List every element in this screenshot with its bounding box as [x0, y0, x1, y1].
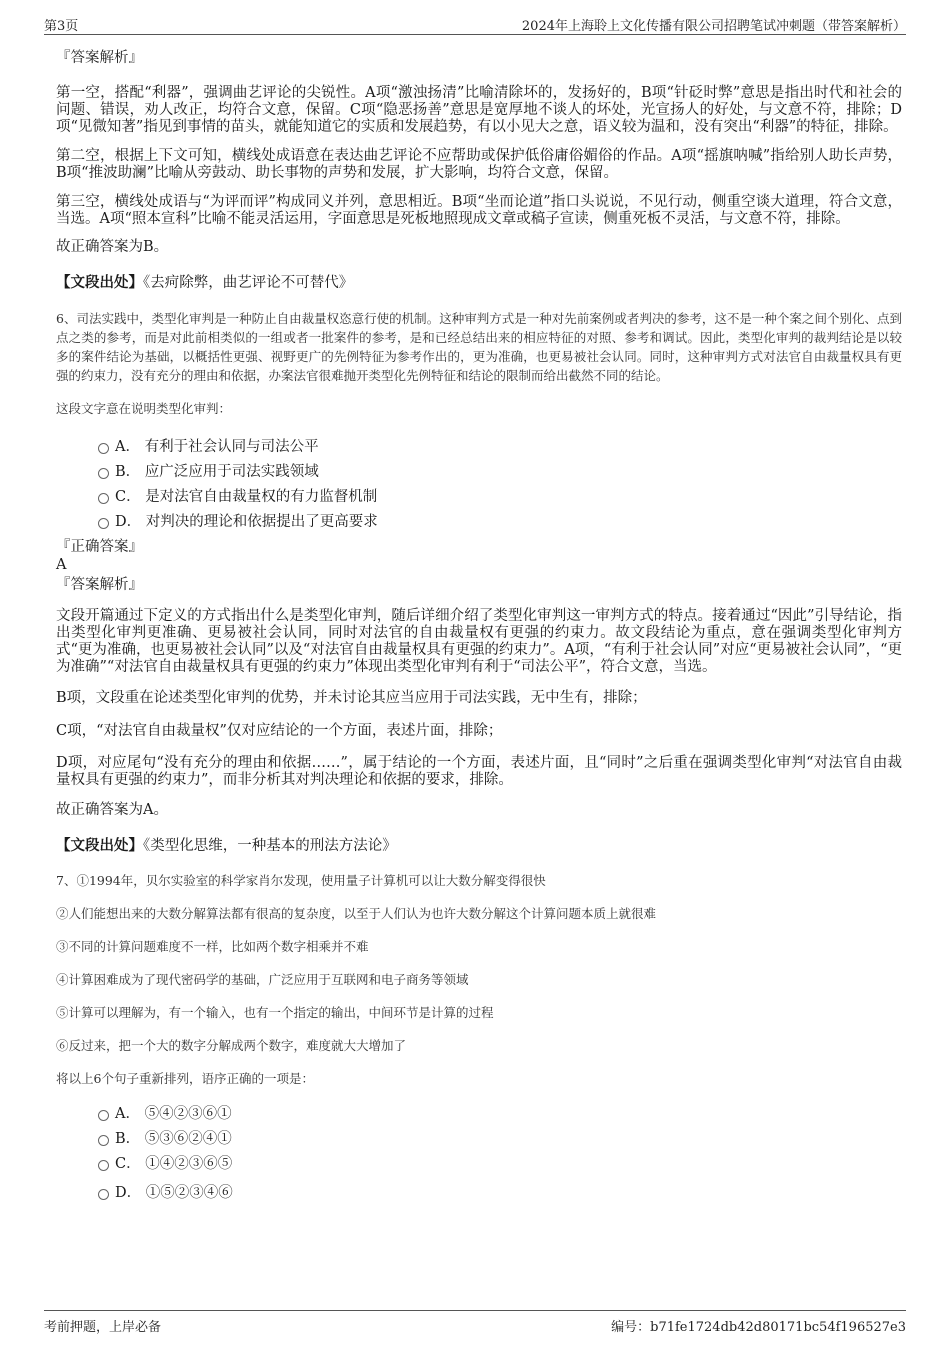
- page-footer: [44, 1310, 906, 1335]
- source-text: 《去疴除弊，曲艺评论不可替代》: [143, 275, 354, 291]
- question-7-sentence: ④计算困难成为了现代密码学的基础，广泛应用于互联网和电子商务等领域: [56, 972, 469, 987]
- option-a[interactable]: A． 有利于社会认同与司法公平: [56, 435, 902, 460]
- radio-button[interactable]: [98, 1135, 109, 1146]
- source-line: [56, 837, 902, 855]
- analysis-paragraph: 第三空，横线处成语与“为评而评”构成同义并列，意思相近。B项“坐而论道”指口头说说，不见行动，侧重空谈大道理，符合文意，当选。A项“照本宣科”比喻不能灵活运用，字面意思是死板地照现成文章或稿子宣读，侧重死板不灵活，与文意不符，排除。: [56, 194, 902, 227]
- source-label: 【文段出处】: [56, 274, 143, 291]
- option-b[interactable]: B． 应广泛应用于司法实践领域: [56, 460, 902, 485]
- source-label: 【文段出处】: [56, 837, 143, 854]
- analysis-conclusion: 故正确答案为B。: [56, 239, 169, 255]
- analysis-paragraph: D项，对应尾句“没有充分的理由和依据……”，属于结论的一个方面，表述片面，且“同时”之后重在强调类型化审判“对法官自由裁量权具有更强的约束力”，而非分析其对判决理论和依据的要求，排除。: [56, 755, 902, 788]
- option-c[interactable]: C． 是对法官自由裁量权的有力监督机制: [56, 485, 902, 510]
- radio-button[interactable]: [98, 1189, 109, 1200]
- option-d[interactable]: D． 对判决的理论和依据提出了更高要求: [56, 510, 902, 535]
- footer-slogan: 考前押题，上岸必备: [44, 1320, 162, 1335]
- analysis-conclusion: 故正确答案为A。: [56, 802, 168, 818]
- radio-button[interactable]: [98, 443, 109, 454]
- option-b[interactable]: B． ⑤③⑥②④①: [56, 1127, 902, 1152]
- question-6-stem: 6、司法实践中，类型化审判是一种防止自由裁量权恣意行使的机制。这种审判方式是一种对先前案例或者判决的参考，这不是一种个案之间个别化、点到点之类的参考，而是对此前相类似的一组或者一批案件的参考，是和已经总结出来的相应特征的对照、参考和调试。因此，类型化审判的裁判结论是以较多的案件结论为基础，以概括性更强、视野更广的先例特征为参考作出的，更为准确，也更易被社会认同。同时，这种审判方式对法官自由裁量权具有更强的约束力，没有充分的理由和依据，办案法官很难抛开类型化先例特征和结论的限制而给出截然不同的结论。: [56, 311, 902, 383]
- source-line: [56, 274, 902, 292]
- analysis-paragraph: 第二空，根据上下文可知，横线处成语意在表达曲艺评论不应帮助或保护低俗庸俗媚俗的作品。A项“摇旗呐喊”指给别人助长声势，B项“推波助澜”比喻从旁鼓动、助长事物的声势和发展，扩大影响，均符合文意，保留。: [56, 148, 902, 181]
- radio-button[interactable]: [98, 518, 109, 529]
- analysis-paragraph: 第一空，搭配“利器”，强调曲艺评论的尖锐性。A项“激浊扬清”比喻清除坏的，发扬好的，B项“针砭时弊”意思是指出时代和社会的问题、错误，劝人改正，均符合文意，保留。C项“隐恶扬善”意思是宽厚地不谈人的坏处，光宣扬人的好处，与文意不符，排除；D项“见微知著”指见到事情的苗头，就能知道它的实质和发展趋势，有以小见大之意，语义较为温和，没有突出“利器”的特征，排除。: [56, 85, 902, 135]
- question-7-sentence: ②人们能想出来的大数分解算法都有很高的复杂度，以至于人们认为也许大数分解这个计算问题本质上就很难: [56, 906, 657, 921]
- question-6-options: [56, 435, 902, 535]
- source-text: 《类型化思维，一种基本的刑法方法论》: [143, 838, 397, 854]
- page-content: [56, 44, 902, 1206]
- page-number: 第3页: [44, 19, 79, 34]
- option-c[interactable]: C． ①④②③⑥⑤: [56, 1152, 902, 1177]
- document-code: [611, 1316, 906, 1335]
- code-label: 编号：: [611, 1320, 651, 1335]
- correct-answer-value: A: [56, 557, 67, 573]
- option-a[interactable]: A． ⑤④②③⑥①: [56, 1102, 902, 1127]
- question-7-sentence: 7、①1994年，贝尔实验室的科学家肖尔发现，使用量子计算机可以让大数分解变得很快: [56, 873, 546, 888]
- page-header: [44, 12, 906, 35]
- answer-analysis-label: 『答案解析』: [56, 577, 143, 593]
- question-6-prompt: 这段文字意在说明类型化审判：: [56, 401, 232, 416]
- radio-button[interactable]: [98, 468, 109, 479]
- radio-button[interactable]: [98, 493, 109, 504]
- question-7-sentence: ⑤计算可以理解为，有一个输入，也有一个指定的输出，中间环节是计算的过程: [56, 1005, 494, 1020]
- option-d[interactable]: D． ①⑤②③④⑥: [56, 1181, 902, 1206]
- analysis-paragraph: C项，“对法官自由裁量权”仅对应结论的一个方面，表述片面，排除；: [56, 723, 503, 739]
- question-7-prompt: 将以上6个句子重新排列，语序正确的一项是：: [56, 1071, 314, 1086]
- code-value: b71fe1724db42d80171bc54f196527e3: [650, 1320, 906, 1335]
- answer-analysis-label: 『答案解析』: [56, 50, 143, 66]
- question-7-sentence: ⑥反过来，把一个大的数字分解成两个数字，难度就大大增加了: [56, 1038, 407, 1053]
- radio-button[interactable]: [98, 1160, 109, 1171]
- question-7-options: [56, 1102, 902, 1206]
- question-7-sentence: ③不同的计算问题难度不一样，比如两个数字相乘并不难: [56, 939, 369, 954]
- analysis-paragraph: 文段开篇通过下定义的方式指出什么是类型化审判，随后详细介绍了类型化审判这一审判方式的特点。接着通过“因此”引导结论，指出类型化审判更准确、更易被社会认同，同时对法官的自由裁量权有更强的约束力。故文段结论为重点，意在强调类型化审判方式“更为准确，也更易被社会认同”以及“对法官自由裁量权具有更强的约束力”。A项，“有利于社会认同”对应“更易被社会认同”，“更为准确”“对法官自由裁量权具有更强的约束力”体现出类型化审判有利于“司法公平”，符合文意，当选。: [56, 608, 902, 675]
- document-title: 2024年上海聆上文化传播有限公司招聘笔试冲刺题（带答案解析）: [521, 19, 906, 34]
- correct-answer-label: 『正确答案』: [56, 539, 143, 555]
- analysis-paragraph: B项，文段重在论述类型化审判的优势，并未讨论其应当应用于司法实践，无中生有，排除；: [56, 690, 647, 706]
- radio-button[interactable]: [98, 1110, 109, 1121]
